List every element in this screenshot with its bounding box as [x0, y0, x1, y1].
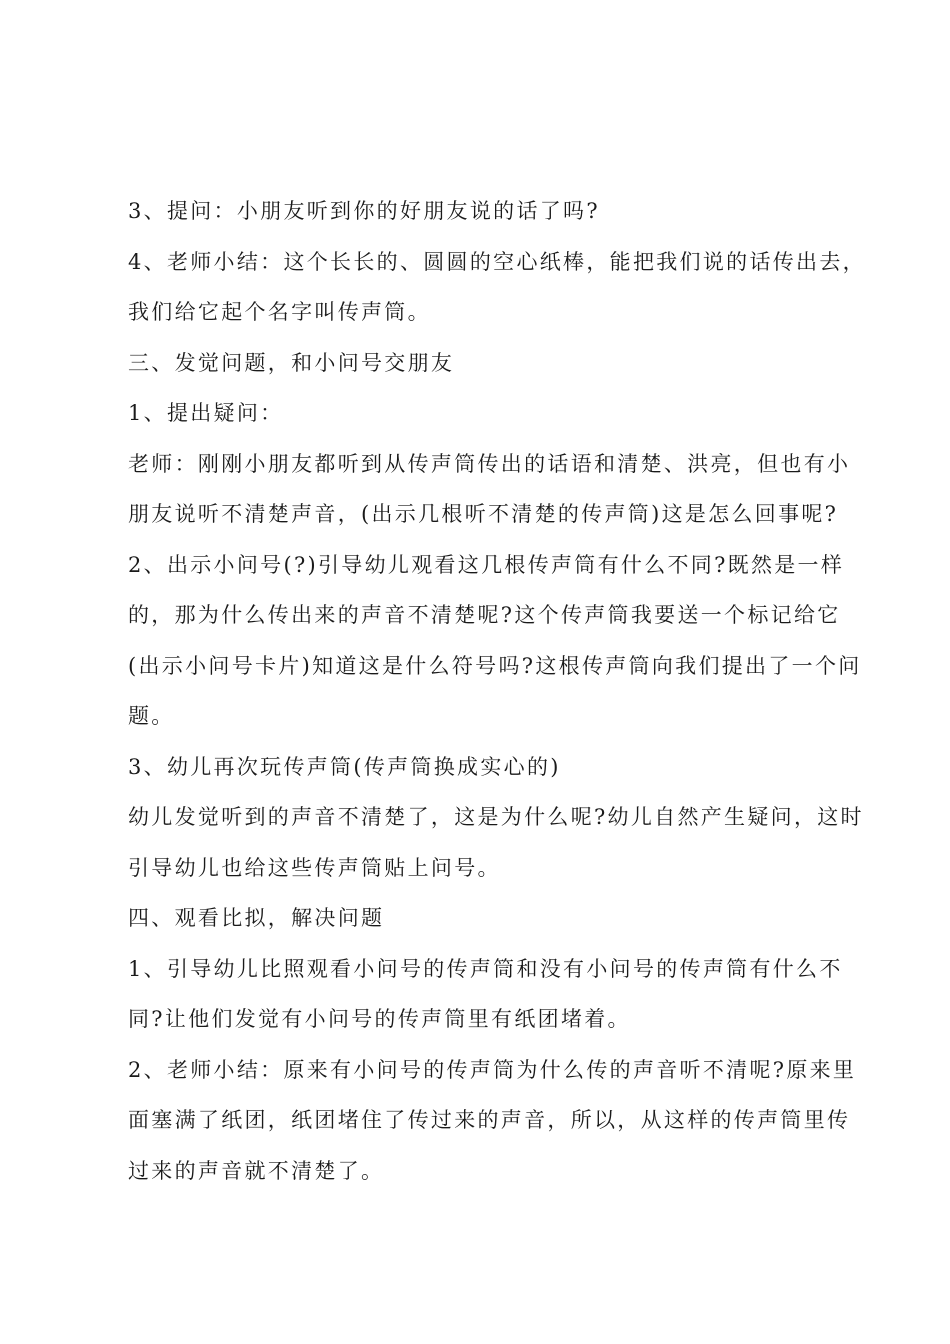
section-heading: 四、观看比拟，解决问题	[128, 906, 385, 930]
text-line: 的，那为什么传出来的声音不清楚呢?这个传声筒我要送一个标记给它	[128, 603, 841, 627]
text-line: 1、引导幼儿比照观看小问号的传声筒和没有小问号的传声筒有什么不	[128, 956, 843, 981]
text-line: 面塞满了纸团，纸团堵住了传过来的声音，所以，从这样的传声筒里传	[128, 1108, 851, 1132]
text-line: 题。	[128, 704, 175, 728]
text-line: 2、出示小问号(?)引导幼儿观看这几根传声筒有什么不同?既然是一样	[128, 552, 845, 577]
text-line: (出示小问号卡片)知道这是什么符号吗?这根传声筒向我们提出了一个问	[128, 653, 862, 678]
text-line: 4、老师小结：这个长长的、圆圆的空心纸棒，能把我们说的话传出去，	[128, 249, 866, 274]
text-line: 引导幼儿也给这些传声筒贴上问号。	[128, 855, 501, 880]
text-line: 过来的声音就不清楚了。	[128, 1158, 385, 1183]
text-line: 同?让他们发觉有小问号的传声筒里有纸团堵着。	[128, 1007, 631, 1031]
text-line: 朋友说听不清楚声音，(出示几根听不清楚的传声筒)这是怎么回事呢?	[128, 502, 839, 526]
text-line: 幼儿发觉听到的声音不清楚了，这是为什么呢?幼儿自然产生疑问，这时	[128, 805, 864, 829]
text-line: 1、提出疑问：	[128, 401, 284, 425]
text-line: 老师：刚刚小朋友都听到从传声筒传出的话语和清楚、洪亮，但也有小	[128, 451, 851, 476]
text-line: 3、提问：小朋友听到你的好朋友说的话了吗?	[128, 199, 600, 223]
text-line: 2、老师小结：原来有小问号的传声筒为什么传的声音听不清呢?原来里	[128, 1057, 857, 1082]
text-line: 3、幼儿再次玩传声筒(传声筒换成实心的)	[128, 754, 561, 779]
section-heading: 三、发觉问题，和小问号交朋友	[128, 350, 455, 375]
document-body	[128, 186, 866, 1196]
text-line: 我们给它起个名字叫传声筒。	[128, 300, 431, 324]
